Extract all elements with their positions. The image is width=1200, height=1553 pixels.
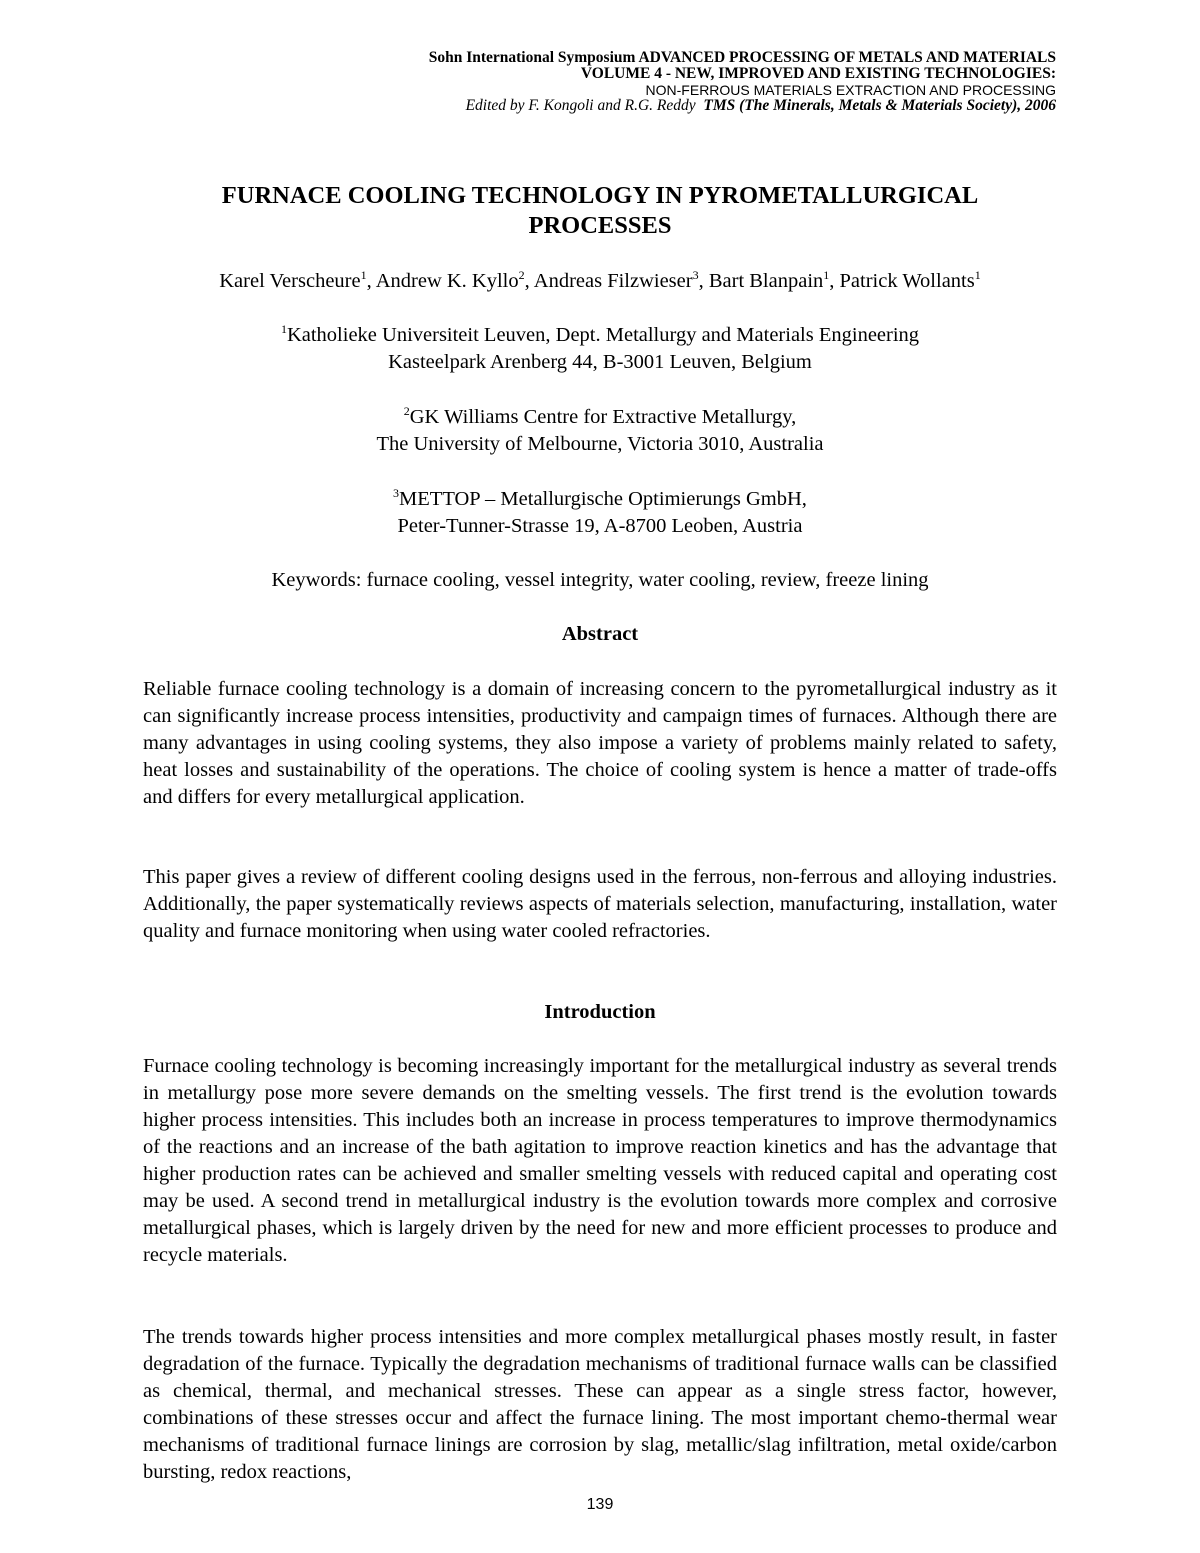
introduction-paragraph-2: The trends towards higher process intensities and more complex metallurgical phases mostly result, in faster degradation of the furnace. Typically the degradation mechanisms of traditional furnace walls can be classified as chemical, thermal, and mechanical stresses. These can appear as a single stress factor, however, combinations of these stresses occur and affect the furnace lining. The most important chemo-thermal wear mechanisms of traditional furnace linings are corrosion by slag, metallic/slag infiltration, metal oxide/carbon bursting, redox reactions, <box>143 1326 1057 1483</box>
author: Andrew K. Kyllo$^2$, <box>375 268 534 292</box>
author: Patrick Wollants$^1$ <box>839 268 981 292</box>
header-volume: VOLUME 4 - NEW, IMPROVED AND EXISTING TECHNOLOGIES: <box>580 65 1056 82</box>
introduction-paragraph-1: Furnace cooling technology is becoming increasingly important for the metallurgical industry as several trends in metallurgy pose more severe demands on the smelting vessels. The first trend is the evolution towards higher process intensities. This includes both an increase in process temperatures to improve thermodynamics of the reactions and an increase of the bath agitation to improve reaction kinetics and has the advantage that higher production rates can be achieved and smaller smelting vessels with reduced capital and operating cost may be used. A second trend in metallurgical industry is the evolution towards more complex and corrosive metallurgical phases, which is largely driven by the need for new and more efficient processes to produce and recycle materials. <box>143 1055 1057 1266</box>
abstract-paragraph-1: Reliable furnace cooling technology is a domain of increasing concern to the pyrometallurgical industry as it can significantly increase process intensities, productivity and campaign times of furnaces. Although there are many advantages in using cooling systems, they also impose a variety of problems mainly related to safety, heat losses and sustainability of the operations. The choice of cooling system is hence a matter of trade-offs and differs for every metallurgical application. <box>143 678 1057 808</box>
page-number: 139 <box>586 1496 614 1513</box>
author: Bart Blanpain$^1$, <box>708 268 840 292</box>
affiliation-2: $^2$GK Williams Centre for Extractive Metallurgy, The University of Melbourne, Victoria 3010, Australia <box>376 404 824 455</box>
header-editors-line <box>143 98 1056 114</box>
affiliation-3: $^3$METTOP – Metallurgische Optimierungs GmbH, Peter-Tunner-Strasse 19, A-8700 Leoben, Austria <box>393 486 807 537</box>
abstract-heading: Abstract <box>561 623 639 645</box>
author: Karel Verscheure$^1$, <box>219 268 376 292</box>
header-society: TMS (The Minerals, Metals & Materials Society), 2006 <box>703 97 1056 114</box>
paper-title <box>143 181 1057 241</box>
title-line-2: PROCESSES <box>528 212 672 239</box>
keywords: Keywords: furnace cooling, vessel integrity, water cooling, review, freeze lining <box>271 569 929 591</box>
title-line-1: FURNACE COOLING TECHNOLOGY IN PYROMETALLURGICAL <box>221 182 979 209</box>
abstract-paragraph-2: This paper gives a review of different cooling designs used in the ferrous, non-ferrous and alloying industries. Additionally, the paper systematically reviews aspects of materials selection, manufacturing, installation, water quality and furnace monitoring when using water cooled refractories. <box>143 866 1057 942</box>
introduction-heading: Introduction <box>544 1001 656 1023</box>
header-subtitle: NON-FERROUS MATERIALS EXTRACTION AND PROCESSING <box>645 82 1056 98</box>
running-header <box>143 50 1056 114</box>
header-editors: Edited by F. Kongoli and R.G. Reddy <box>465 97 696 114</box>
author: Andreas Filzwieser$^3$, <box>533 268 709 292</box>
header-symposium: Sohn International Symposium ADVANCED PROCESSING OF METALS AND MATERIALS <box>428 49 1056 66</box>
author-list <box>143 268 1057 295</box>
affiliation-1: $^1$Katholieke Universiteit Leuven, Dept. Metallurgy and Materials Engineering Kasteelpark Arenberg 44, B-3001 Leuven, Belgium <box>280 322 920 373</box>
